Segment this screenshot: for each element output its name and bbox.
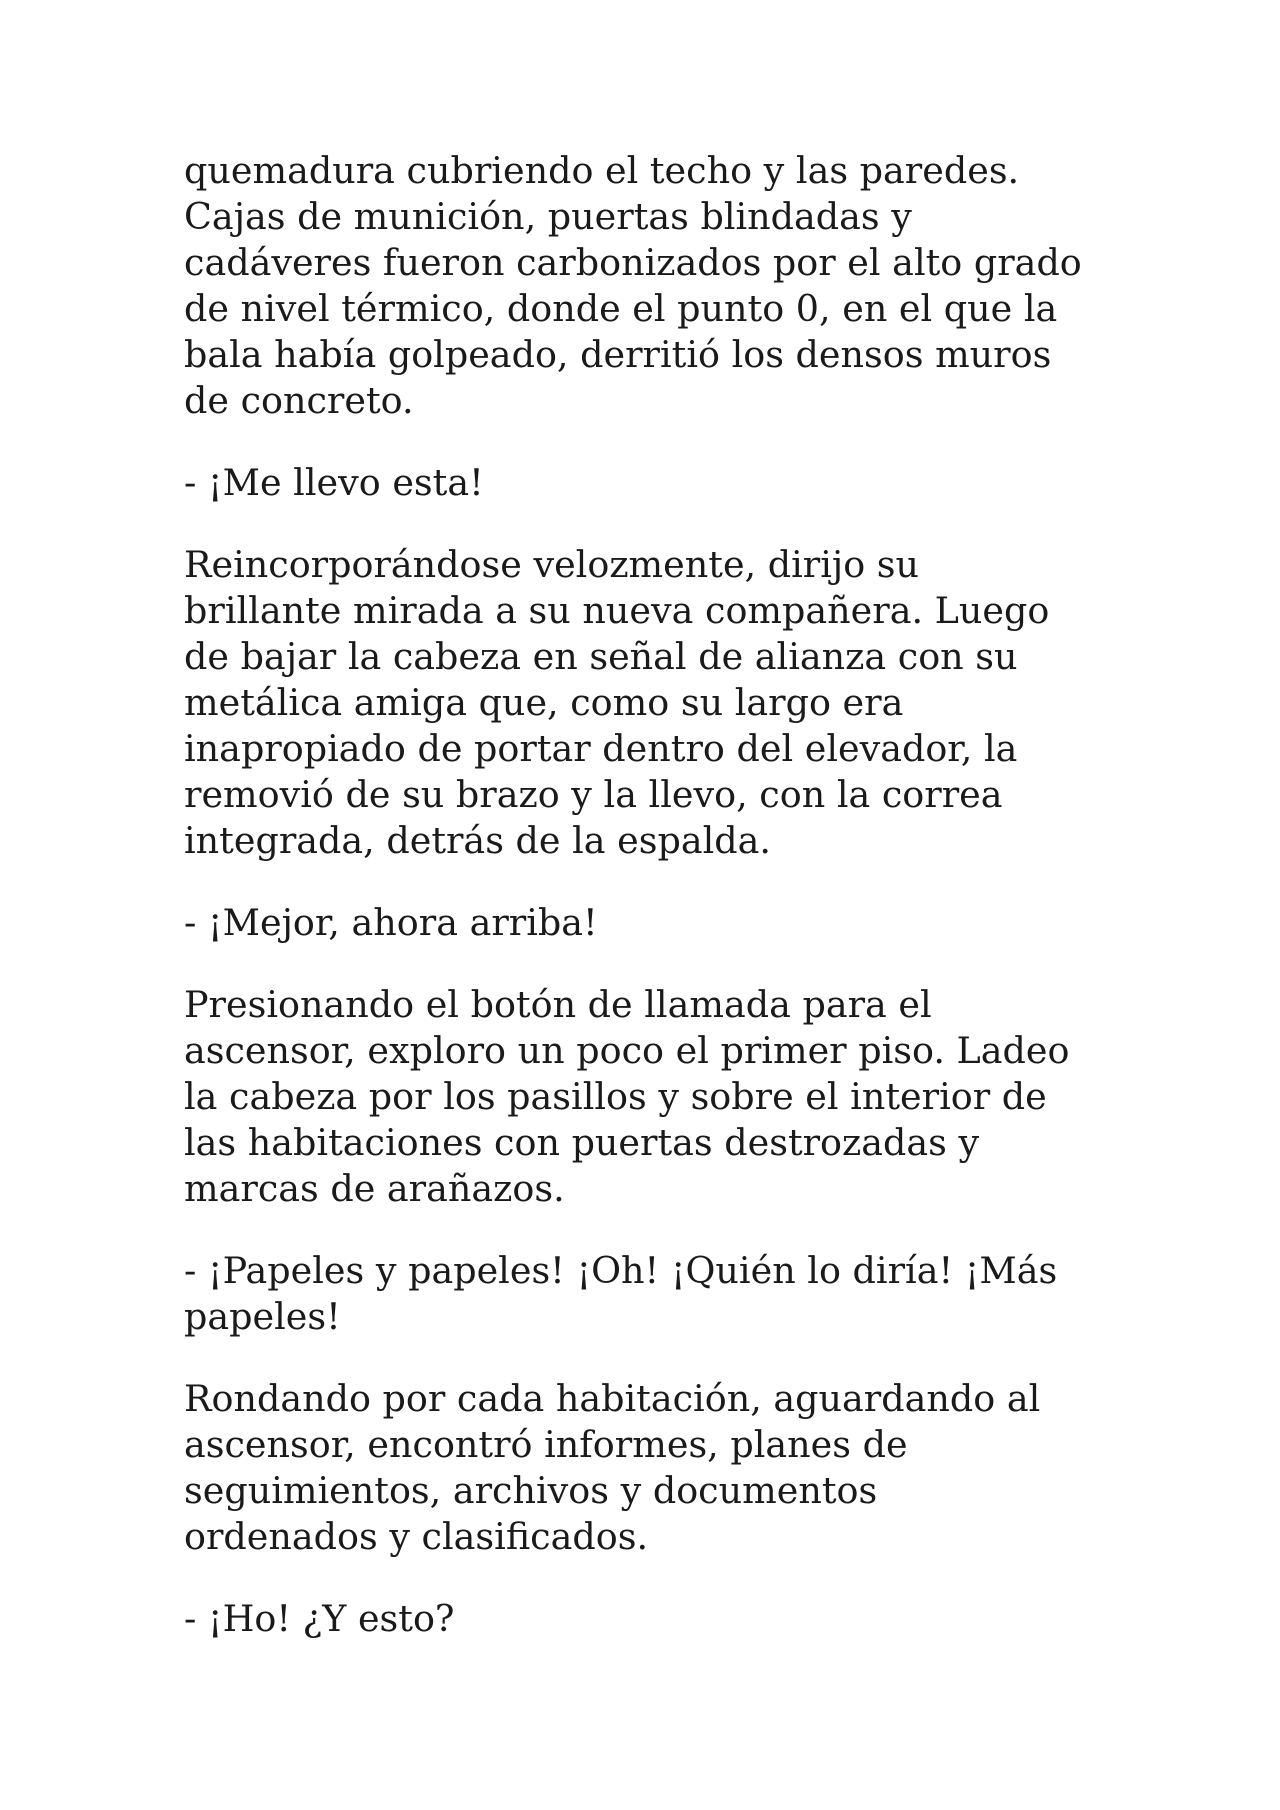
text-line: ascensor, exploro un poco el primer piso. Ladeo	[184, 1029, 1070, 1072]
text-line: de nivel térmico, donde el punto 0, en el que la	[184, 287, 1058, 330]
text-line: - ¡Papeles y papeles! ¡Oh! ¡Quién lo diría! ¡Más	[184, 1249, 1058, 1292]
text-line: ordenados y clasificados.	[184, 1515, 649, 1558]
text-line: Rondando por cada habitación, aguardando al	[184, 1377, 1041, 1420]
text-line: cadáveres fueron carbonizados por el alto grado	[184, 241, 1082, 284]
paragraph-dialogue-2	[184, 900, 1110, 946]
text-line: removió de su brazo y la llevo, con la correa	[184, 773, 1003, 816]
text-line: integrada, detrás de la espalda.	[184, 819, 771, 862]
text-line: papeles!	[184, 1295, 341, 1338]
paragraph-narration-3	[184, 982, 1110, 1212]
text-line: Presionando el botón de llamada para el	[184, 983, 932, 1026]
text-line: las habitaciones con puertas destrozadas y	[184, 1121, 980, 1164]
text-line: marcas de arañazos.	[184, 1167, 565, 1210]
text-line: de bajar la cabeza en señal de alianza con su	[184, 635, 1018, 678]
paragraph-narration-1	[184, 148, 1110, 424]
text-line: - ¡Me llevo esta!	[184, 461, 484, 504]
paragraph-dialogue-1	[184, 460, 1110, 506]
text-line: Cajas de munición, puertas blindadas y	[184, 195, 912, 238]
text-line: metálica amiga que, como su largo era	[184, 681, 904, 724]
text-line: de concreto.	[184, 379, 414, 422]
paragraph-dialogue-3	[184, 1248, 1110, 1340]
text-line: - ¡Ho! ¿Y esto?	[184, 1597, 455, 1640]
text-line: seguimientos, archivos y documentos	[184, 1469, 878, 1512]
text-line: Reincorporándose velozmente, dirijo su	[184, 543, 920, 586]
text-line: bala había golpeado, derritió los densos muros	[184, 333, 1052, 376]
text-line: inapropiado de portar dentro del elevador, la	[184, 727, 1018, 770]
paragraph-narration-4	[184, 1376, 1110, 1560]
paragraph-narration-2	[184, 542, 1110, 864]
text-line: brillante mirada a su nueva compañera. Luego	[184, 589, 1050, 632]
text-line: la cabeza por los pasillos y sobre el interior de	[184, 1075, 1047, 1118]
text-line: - ¡Mejor, ahora arriba!	[184, 901, 598, 944]
text-line: quemadura cubriendo el techo y las paredes.	[184, 149, 1020, 192]
text-line: ascensor, encontró informes, planes de	[184, 1423, 908, 1466]
paragraph-dialogue-4	[184, 1596, 1110, 1642]
